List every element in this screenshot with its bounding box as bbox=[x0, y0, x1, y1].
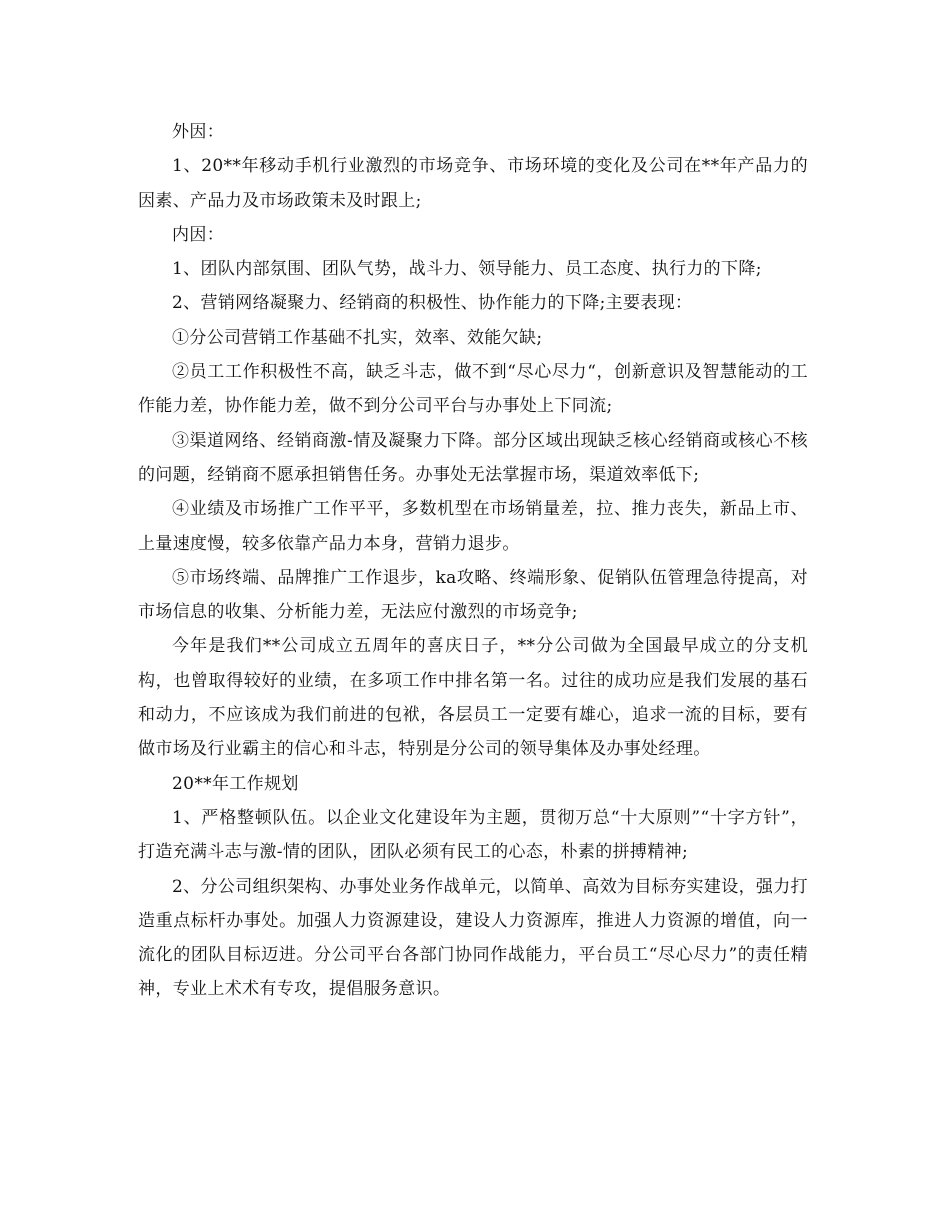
paragraph-external-causes-heading: 外因： bbox=[172, 122, 225, 142]
paragraph-symptom-5: ⑤市场终端、品牌推广工作退步，ka攻略、终端形象、促销队伍管理急待提高，对市场信息的收集、分析能力差，无法应付激烈的市场竞争; bbox=[138, 567, 808, 623]
document-body bbox=[138, 115, 808, 1007]
paragraph-external-cause-1: 1、20**年移动手机行业激烈的市场竞争、市场环境的变化及公司在**年产品力的因素、产品力及市场政策未及时跟上; bbox=[138, 156, 808, 211]
paragraph-symptom-2: ②员工工作积极性不高，缺乏斗志，做不到“尽心尽力“，创新意识及智慧能动的工作能力差，协作能力差，做不到分公司平台与办事处上下同流; bbox=[138, 362, 808, 417]
paragraph-internal-cause-1: 1、团队内部氛围、团队气势，战斗力、领导能力、员工态度、执行力的下降; bbox=[172, 259, 762, 280]
paragraph-symptom-4: ④业绩及市场推广工作平平，多数机型在市场销量差，拉、推力丧失，新品上市、上量速度慢，较多依靠产品力本身，营销力退步。 bbox=[138, 499, 808, 554]
paragraph-internal-causes-heading: 内因： bbox=[172, 224, 225, 245]
paragraph-anniversary: 今年是我们**公司成立五周年的喜庆日子，**分公司做为全国最早成立的分支机构，也曾取得较好的业绩，在多项工作中排名第一名。过往的成功应是我们发展的基石和动力，不应该成为我们前进的包袱，各层员工一定要有雄心，追求一流的目标，要有做市场及行业霸主的信心和斗志，特别是分公司的领导集体及办事处经理。 bbox=[138, 636, 808, 760]
paragraph-plan-item-1: 1、严格整顿队伍。以企业文化建设年为主题，贯彻万总“十大原则”“十字方针”，打造充满斗志与激-情的团队，团队必须有民工的心态，朴素的拼搏精神; bbox=[138, 807, 808, 863]
paragraph-internal-cause-2: 2、营销网络凝聚力、经销商的积极性、协作能力的下降;主要表现： bbox=[172, 293, 693, 314]
paragraph-symptom-1: ①分公司营销工作基础不扎实，效率、效能欠缺; bbox=[172, 327, 543, 348]
paragraph-symptom-3: ③渠道网络、经销商激-情及凝聚力下降。部分区域出现缺乏核心经销商或核心不核的问题，经销商不愿承担销售任务。办事处无法掌握市场，渠道效率低下; bbox=[138, 430, 808, 485]
paragraph-work-plan-heading: 20**年工作规划 bbox=[172, 773, 299, 794]
paragraph-plan-item-2: 2、分公司组织架构、办事处业务作战单元，以简单、高效为目标夯实建设，强力打造重点标杆办事处。加强人力资源建设，建设人力资源库，推进人力资源的增值，向一流化的团队目标迈进。分公司平台各部门协同作战能力，平台员工“尽心尽力”的责任精神，专业上术术有专攻，提倡服务意识。 bbox=[138, 876, 808, 1000]
